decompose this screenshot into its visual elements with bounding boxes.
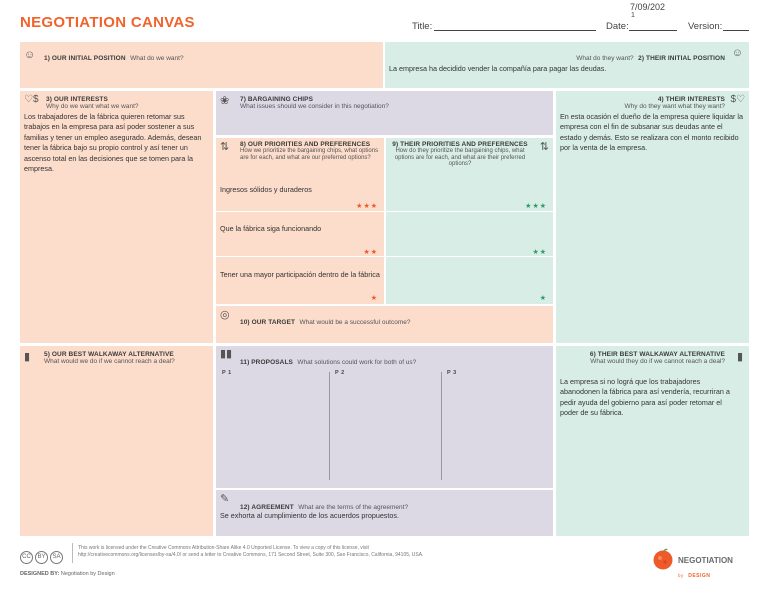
cc-icon: CC bbox=[20, 551, 33, 564]
section-our-target[interactable] bbox=[216, 306, 553, 343]
agreement-text: Se exhorta al cumplimiento de los acuerdos propuestos. bbox=[220, 511, 399, 520]
proposal-label-3: P 3 bbox=[447, 370, 457, 376]
their-priorities-sub: How do they prioritize the bargaining chips, what options are for each, and what are their preferred options? bbox=[394, 148, 526, 168]
their-batna-text: La empresa si no lográ que los trabajadores abanodonen la fábrica para así vendería, recurriran a pedir ayuda del gobierno para así poder retomar el poder de su fábrica. bbox=[560, 377, 730, 418]
document-sign-icon: ✎ bbox=[220, 493, 230, 505]
their-priority-stars-2: ★★ bbox=[532, 249, 547, 256]
logo-line-1: NEGOTIATION bbox=[678, 556, 733, 565]
our-interests-text: Los trabajadores de la fábrica quieren retomar sus trabajos en la empresa para así poder sostener a sus familias y tener un empleo asegurado. Además, desean tener la fábrica bajo su propio control y así tener un ascenso total en las decisiones que se tomen para la empresa. bbox=[24, 112, 202, 174]
chips-sub: What issues should we consider in this negotiation? bbox=[240, 103, 389, 110]
sa-icon: SA bbox=[50, 551, 63, 564]
proposal-divider bbox=[329, 372, 330, 480]
date-field[interactable] bbox=[629, 21, 677, 31]
our-interests-title: 3) OUR INTERESTS bbox=[46, 96, 108, 103]
section-our-interests[interactable] bbox=[20, 91, 213, 343]
their-initial-sub: What do they want? bbox=[576, 55, 634, 62]
our-batna-title: 5) OUR BEST WALKAWAY ALTERNATIVE bbox=[44, 351, 174, 358]
proposal-label-2: P 2 bbox=[335, 370, 345, 376]
priority-stars-1: ★★★ bbox=[356, 203, 378, 210]
our-priorities-sub: How we prioritize the bargaining chips, what options are for each, and what are our preferred options? bbox=[240, 148, 379, 161]
our-batna-sub: What would we do if we cannot reach a deal? bbox=[44, 358, 175, 365]
chips-icon: ❀ bbox=[220, 95, 230, 107]
target-title: 10) OUR TARGET bbox=[240, 319, 296, 326]
their-priorities-title: 9) THEIR PRIORITIES AND PREFERENCES bbox=[392, 141, 528, 148]
our-interests-sub: Why do we want what we want? bbox=[46, 103, 139, 110]
section-our-priorities[interactable] bbox=[216, 138, 384, 304]
title-field[interactable] bbox=[434, 21, 596, 31]
their-interests-sub: Why do they want what they want? bbox=[624, 103, 725, 110]
section-their-priorities[interactable] bbox=[386, 138, 553, 304]
designed-by-label: DESIGNED BY: bbox=[20, 571, 60, 577]
our-priority-item-2: Que la fábrica siga funcionando bbox=[220, 224, 322, 233]
section-proposals[interactable] bbox=[216, 346, 553, 488]
door-icon: ▮ bbox=[736, 351, 743, 363]
section-their-walkaway[interactable] bbox=[556, 346, 749, 536]
section-their-interests[interactable] bbox=[556, 91, 749, 343]
date-value: 7/09/202 bbox=[630, 2, 666, 12]
their-priority-stars-3: ★ bbox=[539, 295, 547, 302]
title-label: Title: bbox=[412, 21, 433, 32]
section-our-walkaway[interactable] bbox=[20, 346, 213, 536]
license-line-1: This work is licensed under the Creative Commons Attribution-Share Alike 4.0 Unported License. To view a copy of this license, visit bbox=[78, 545, 369, 551]
their-priority-stars-1: ★★★ bbox=[525, 203, 547, 210]
chips-title: 7) BARGAINING CHIPS bbox=[240, 96, 314, 103]
priority-stars-3: ★ bbox=[370, 295, 378, 302]
proposal-label-1: P 1 bbox=[222, 370, 232, 376]
date-label: Date: bbox=[606, 21, 629, 32]
their-batna-sub: What would they do if we cannot reach a deal? bbox=[590, 358, 725, 365]
our-priority-item-1: Ingresos sólidos y duraderos bbox=[220, 185, 312, 194]
canvas-title: NEGOTIATION CANVAS bbox=[20, 14, 195, 31]
logo-line-2: DESIGN bbox=[688, 573, 711, 580]
license-icons bbox=[20, 545, 65, 564]
proposals-title: 11) PROPOSALS bbox=[240, 359, 293, 366]
person-icon: ☺ bbox=[24, 49, 36, 61]
section-our-initial-position[interactable] bbox=[20, 42, 383, 88]
priorities-icon: ⇅ bbox=[539, 141, 549, 153]
proposals-sub: What solutions could work for both of us? bbox=[297, 359, 417, 366]
designed-by-name: Negotiation by Design bbox=[60, 571, 115, 577]
by-icon: BY bbox=[35, 551, 48, 564]
logo-text bbox=[678, 557, 733, 581]
license-text bbox=[78, 545, 558, 559]
our-priority-item-3: Tener una mayor participación dentro de la fábrica bbox=[220, 270, 380, 279]
heart-dollar-icon: ♡$ bbox=[24, 94, 39, 105]
priorities-icon: ⇅ bbox=[220, 141, 230, 153]
heart-dollar-icon: $♡ bbox=[730, 94, 745, 105]
our-priorities-title: 8) OUR PRIORITIES AND PREFERENCES bbox=[240, 141, 371, 148]
their-interests-title: 4) THEIR INTERESTS bbox=[657, 96, 725, 103]
priority-stars-2: ★★ bbox=[363, 249, 378, 256]
section-their-initial-position[interactable] bbox=[385, 42, 749, 88]
agreement-sub: What are the terms of the agreement? bbox=[298, 504, 409, 511]
license-line-2[interactable]: http://creativecommons.org/licenses/by-sa/4.0/ or send a letter to Creative Commons, 171 Second Street, Suite 300, San Francisco, California, 94105, USA. bbox=[78, 552, 424, 558]
section-bargaining-chips[interactable] bbox=[216, 91, 553, 135]
their-initial-title: 2) THEIR INITIAL POSITION bbox=[638, 55, 725, 62]
their-batna-title: 6) THEIR BEST WALKAWAY ALTERNATIVE bbox=[589, 351, 725, 358]
designed-by bbox=[20, 571, 115, 577]
logo-by: by bbox=[678, 573, 684, 579]
target-sub: What would be a successful outcome? bbox=[299, 319, 411, 326]
their-interests-text: En esta ocasión el dueño de la empresa quiere liquidar la empresa con el fin de subsanar sus deudas ante el estado y demás. Esto se realizara con el monto recibido por la venta de la empresa. bbox=[560, 112, 744, 153]
section-agreement[interactable] bbox=[216, 490, 553, 536]
door-icon: ▮ bbox=[24, 351, 31, 363]
date-value-overflow: 1 bbox=[631, 12, 635, 19]
person-icon: ☺ bbox=[731, 47, 743, 59]
their-initial-text: La empresa ha decidido vender la compañía para pagar las deudas. bbox=[389, 64, 607, 73]
footer-divider bbox=[72, 543, 73, 563]
logo-orange-icon bbox=[652, 548, 674, 570]
version-field[interactable] bbox=[723, 21, 749, 31]
our-initial-title: 1) OUR INITIAL POSITION bbox=[44, 55, 126, 62]
proposal-divider bbox=[441, 372, 442, 480]
cards-icon: ▮▮ bbox=[220, 348, 233, 360]
agreement-title: 12) AGREEMENT bbox=[240, 504, 294, 511]
target-icon: ◎ bbox=[220, 309, 230, 321]
our-initial-sub: What do we want? bbox=[130, 55, 184, 62]
version-label: Version: bbox=[688, 21, 723, 32]
